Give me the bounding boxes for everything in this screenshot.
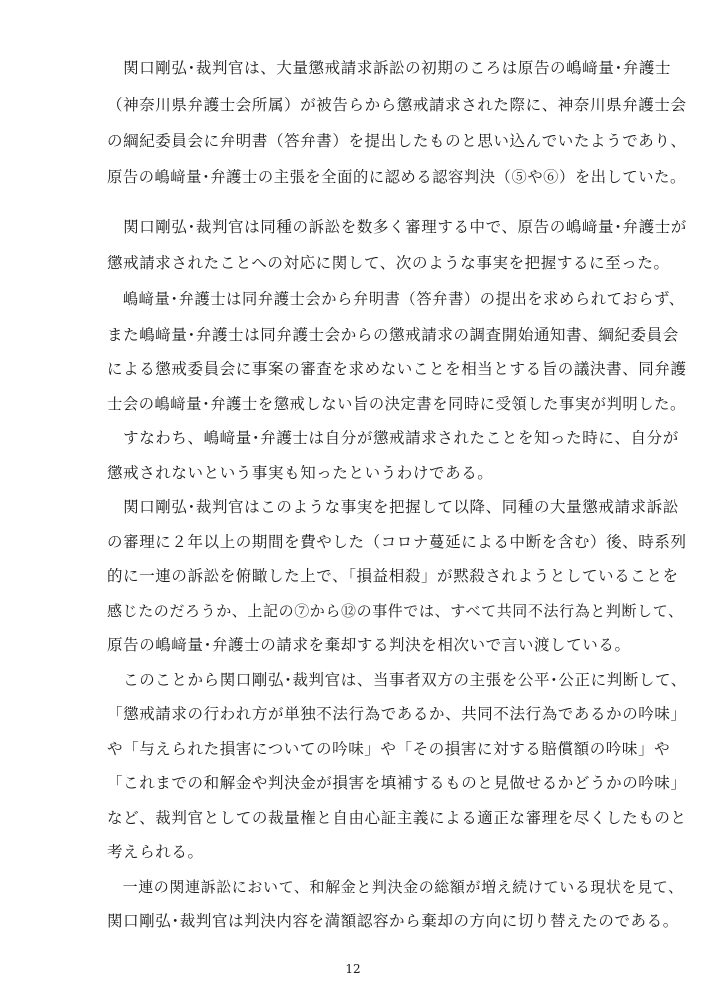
text-line: 関口剛弘･裁判官は判決内容を満額認容から棄却の方向に切り替えたのである。 (107, 912, 679, 930)
text-line: 的に一連の訴訟を俯瞰した上で、「損益相殺」が黙殺されようとしていることを (107, 567, 679, 585)
text-line: 関口剛弘･裁判官は、大量懲戒請求訴訟の初期のころは原告の嶋﨑量･弁護士 (107, 59, 672, 77)
text-line: 原告の嶋﨑量･弁護士の主張を全面的に認める認容判決（⑤や⑥）を出していた。 (107, 168, 686, 186)
text-line: の審理に２年以上の期間を費やした（コロナ蔓延による中断を含む）後、時系列 (107, 533, 687, 551)
text-line: 関口剛弘･裁判官は同種の訴訟を数多く審理する中で、原告の嶋﨑量･弁護士が (107, 218, 687, 236)
text-line: （神奈川県弁護士会所属）が被告らから懲戒請求された際に、神奈川県弁護士会 (107, 96, 687, 114)
text-line: 原告の嶋﨑量･弁護士の請求を棄却する判決を相次いで言い渡している。 (107, 636, 631, 654)
text-line: また嶋﨑量･弁護士は同弁護士会からの懲戒請求の調査開始通知書、綱紀委員会 (107, 326, 679, 344)
text-line: の綱紀委員会に弁明書（答弁書）を提出したものと思い込んでいたようであり、 (107, 132, 687, 150)
text-line: 「これまでの和解金や判決金が損害を填補するものと見做せるかどうかの吟味」 (107, 774, 687, 792)
text-line: 懲戒されないという事実も知ったというわけである。 (107, 464, 494, 482)
text-line: 関口剛弘･裁判官はこのような事実を把握して以降、同種の大量懲戒請求訴訟 (107, 498, 679, 516)
text-line: 一連の関連訴訟において、和解金と判決金の総額が増え続けている現状を見て、 (107, 878, 684, 896)
text-line: など、裁判官としての裁量権と自由心証主義による適正な審理を尽くしたものと (107, 809, 687, 827)
text-line: このことから関口剛弘･裁判官は、当事者双方の主張を公平･公正に判断して、 (107, 671, 687, 689)
text-line: 士会の嶋﨑量･弁護士を懲戒しない旨の決定書を同時に受領した事実が判明した。 (107, 395, 686, 413)
text-line: による懲戒委員会に事案の審査を求めないことを相当とする旨の議決書、同弁護 (107, 360, 687, 378)
page-number: 12 (345, 962, 361, 976)
text-line: すなわち、嶋﨑量･弁護士は自分が懲戒請求されたことを知った時に、自分が (107, 429, 679, 447)
text-line: 「懲戒請求の行われ方が単独不法行為であるか、共同不法行為であるかの吟味」 (107, 705, 687, 723)
text-line: 嶋﨑量･弁護士は同弁護士会から弁明書（答弁書）の提出を求められておらず、 (107, 290, 685, 308)
text-line: や「与えられた損害についての吟味」や「その損害に対する賠償額の吟味」や (107, 740, 671, 758)
text-line: 懲戒請求されたことへの対応に関して、次のような事実を把握するに至った。 (107, 254, 670, 272)
text-line: 考えられる。 (107, 843, 204, 861)
text-line: 感じたのだろうか、上記の⑦から⑫の事件では、すべて共同不法行為と判断して、 (107, 602, 684, 620)
